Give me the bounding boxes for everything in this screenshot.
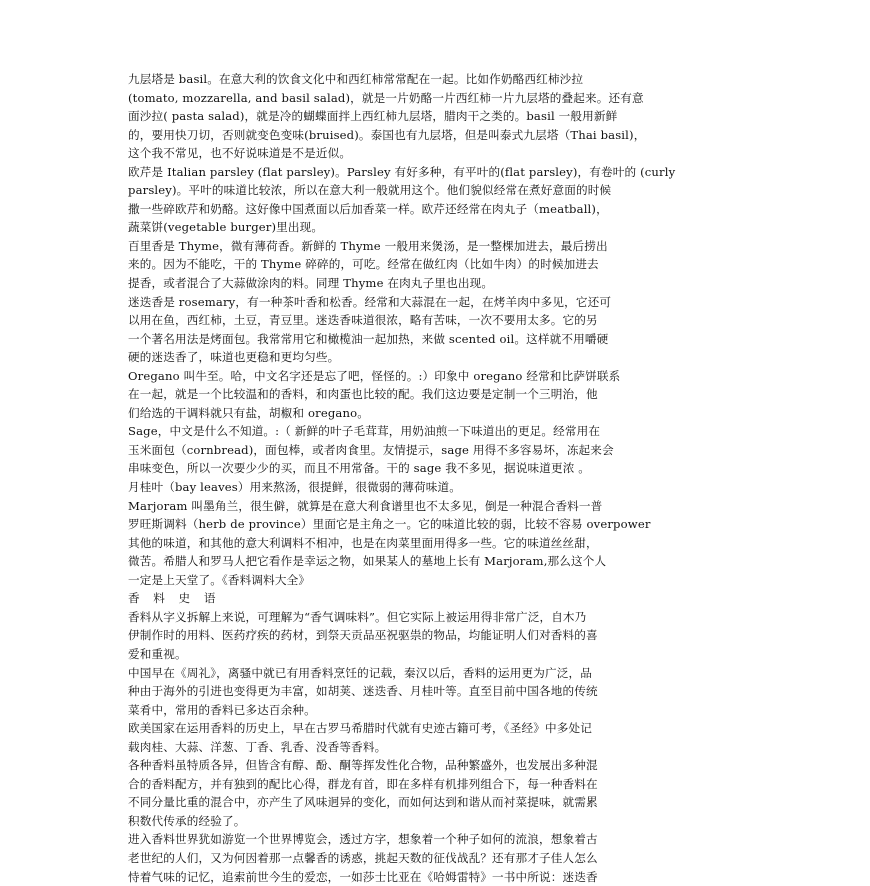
text-line: 月桂叶（bay leaves）用来熬汤，很提鲜，很微弱的薄荷味道。 <box>128 480 462 495</box>
text-line: 们给选的干调料就只有盐，胡椒和 oregano。 <box>128 405 369 420</box>
text-line: 迷迭香是 rosemary，有一种茶叶香和松香。经常和大蒜混在一起，在烤羊肉中多见，它还可 <box>128 294 612 309</box>
text-line: 来的。因为不能吃，干的 Thyme 碎碎的，可吃。经常在做红肉（比如牛肉）的时候加进去 <box>128 257 599 272</box>
text-line: 一定是上天堂了。《香料调料大全》 <box>128 572 311 587</box>
text-line: 菜肴中，常用的香料已多达百余种。 <box>128 702 316 717</box>
text-line: Marjoram 叫墨角兰，很生僻，就算是在意大利食谱里也不太多见，倒是一种混合香料一普 <box>128 498 603 513</box>
text-line: 其他的味道，和其他的意大利调料不相冲，也是在肉菜里面用得多一些。它的味道丝丝甜， <box>128 535 598 550</box>
text-line: 种由于海外的引进也变得更为丰富，如胡荚、迷迭香、月桂叶等。直至目前中国各地的传统 <box>128 684 598 699</box>
text-line: 爱和重视。 <box>128 646 187 661</box>
text-line: 罗旺斯调料（herb de province）里面它是主角之一。它的味道比较的弱，比较不容易 overpower <box>128 517 651 532</box>
text-line: 不同分量比重的混合中，亦产生了风味迥异的变化，而如何达到和谐从而衬菜提味，就需累 <box>128 795 598 810</box>
text-line: 百里香是 Thyme，微有薄荷香。新鲜的 Thyme 一般用来煲汤，是一整棵加进去，最后捞出 <box>128 238 608 253</box>
text-line: 一个著名用法是烤面包。我常常用它和橄榄油一起加热，来做 scented oil。这样就不用嚼硬 <box>128 331 609 346</box>
text-line: 各种香料虽特质各异，但皆含有醇、酚、酮等挥发性化合物，品种繁盛外，也发展出多种混 <box>128 758 598 773</box>
text-line: 恃着气味的记忆，追索前世今生的爱恋，一如莎士比亚在《哈姆雷特》一书中所说：迷迭香 <box>128 869 598 884</box>
text-line: 撒一些碎欧芹和奶酪。这好像中国煮面以后加香菜一样。欧芹还经常在肉丸子（meatball)， <box>128 201 608 216</box>
text-line: 进入香料世界犹如游览一个世界博览会，透过方字，想象着一个种子如何的流浪，想象着古 <box>128 832 598 847</box>
text-line: 蔬菜饼(vegetable burger)里出现。 <box>128 220 324 235</box>
text-line: 的，要用快刀切，否则就变色变味(bruised)。泰国也有九层塔，但是叫泰式九层塔（Thai basil)， <box>128 127 646 142</box>
text-line: 九层塔是 basil。在意大利的饮食文化中和西红柿常常配在一起。比如作奶酪西红柿沙拉 <box>128 72 584 86</box>
text-line: 以用在鱼，西红柿，土豆，青豆里。迷迭香味道很浓，略有苦味，一次不要用太多。它的另 <box>128 313 598 328</box>
text-line: 伊制作时的用料、医药疗疾的药材，到祭天贡品巫祝驱祟的物品，均能证明人们对香料的喜 <box>128 628 598 643</box>
text-line: (tomato, mozzarella, and basil salad)，就是一片奶酪一片西红柿一片九层塔的叠起来。还有意 <box>128 90 644 105</box>
text-line: Oregano 叫牛至。哈，中文名字还是忘了吧，怪怪的。:）印象中 oregano 经常和比萨饼联系 <box>128 368 621 383</box>
text-line: 合的香料配方，并有独到的配比心得，群龙有首，即在多样有机排列组合下，每一种香料在 <box>128 776 598 791</box>
text-line: 载肉桂、大蒜、洋葱、丁香、乳香、没香等香料。 <box>128 739 387 754</box>
text-line: 老世纪的人们，又为何因着那一点馨香的诱惑，挑起天数的征伐战乱？还有那才子佳人怎么 <box>128 850 598 865</box>
text-line: 欧美国家在运用香料的历史上，早在古罗马希腊时代就有史迹古籍可考，《圣经》中多处记 <box>128 721 592 736</box>
text-line: 中国早在《周礼》，离骚中就已有用香料烹饪的记载，秦汉以后，香料的运用更为广泛，品 <box>128 665 592 680</box>
text-line: 在一起，就是一个比较温和的香料，和肉蛋也比较的配。我们这边要是定制一个三明治，他 <box>128 387 598 402</box>
text-line: 串味变色，所以一次要少少的买，而且不用常备。干的 sage 我不多见，据说味道更浓 。 <box>128 461 591 476</box>
text-line: 积数代传承的经验了。 <box>128 813 246 828</box>
text-line: 面沙拉( pasta salad)，就是冷的蝴蝶面拌上西红柿九层塔，腊肉干之类的。basil 一般用新鲜 <box>128 109 618 124</box>
text-line: 提香，或者混合了大蒜做涂肉的料。同理 Thyme 在肉丸子里也出现。 <box>128 276 494 291</box>
text-line: parsley)。平叶的味道比较浓，所以在意大利一般就用这个。他们貌似经常在煮好意面的时候 <box>128 183 612 198</box>
text-line: 玉米面包（cornbread)，面包棒，或者肉食里。友情提示，sage 用得不多容易坏，冻起来会 <box>128 442 614 457</box>
section-heading: 香 料 史 语 <box>128 591 221 606</box>
text-line: 香料从字义拆解上来说，可理解为“香气调味料”。但它实际上被运用得非常广泛，自木乃 <box>128 609 587 624</box>
text-line: 微苦。希腊人和罗马人把它看作是幸运之物，如果某人的墓地上长有 Marjoram,那么这个人 <box>128 554 607 569</box>
document-page <box>128 70 748 886</box>
text-line: 欧芹是 Italian parsley (flat parsley)。Parsley 有好多种，有平叶的(flat parsley)，有卷叶的 (curly <box>128 164 676 179</box>
text-line: Sage，中文是什么不知道。:（ 新鲜的叶子毛茸茸，用奶油煎一下味道出的更足。经常用在 <box>128 424 601 439</box>
text-line: 硬的迷迭香了，味道也更稳和更均匀些。 <box>128 350 340 365</box>
text-line: 这个我不常见，也不好说味道是不是近似。 <box>128 146 352 161</box>
